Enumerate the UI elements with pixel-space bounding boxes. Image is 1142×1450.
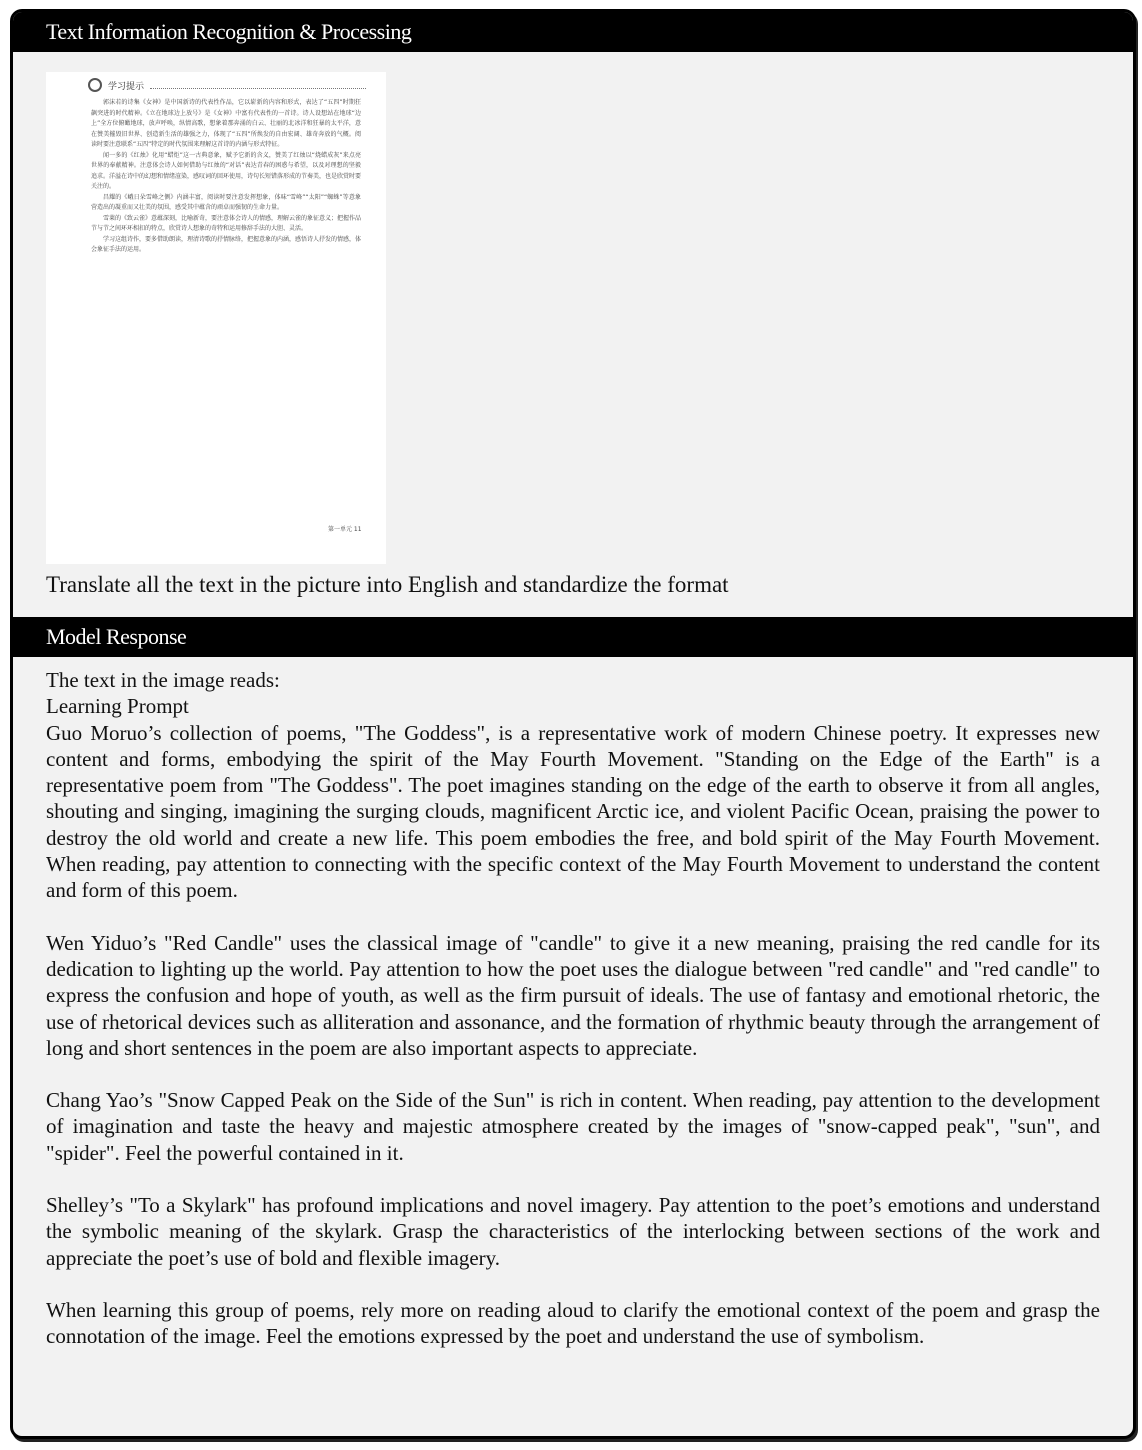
document-image: [46, 72, 386, 564]
user-prompt: Translate all the text in the picture into English and standardize the format: [46, 572, 729, 597]
document-paragraph: 学习这组诗作，要多借助朗读，理清诗歌的抒情脉络，把握意象的内涵，感悟诗人抒发的情感，体会象征手法的运用。: [91, 235, 362, 253]
response-paragraph: Chang Yao’s "Snow Capped Peak on the Side of the Sun" is rich in content. When reading, pay attention to the development of imagination and taste the heavy and majestic atmosphere created by the images of "snow-capped peak", "sun", and "spider". Feel the powerful contained in it.: [46, 1088, 1100, 1165]
response-paragraph: When learning this group of poems, rely more on reading aloud to clarify the emotional context of the poem and grasp the connotation of the image. Feel the emotions expressed by the poet and understand the use of symbolism.: [46, 1297, 1100, 1349]
response-section-title: Model Response: [46, 624, 187, 649]
document-heading: [88, 78, 366, 92]
logo-icon: [88, 78, 102, 92]
response-intro: The text in the image reads:: [46, 668, 280, 692]
response-paragraph: Guo Moruo’s collection of poems, "The Goddess", is a representative work of modern Chinese poetry. It expresses new content and forms, embodying the spirit of the May Fourth Movement. "Standing on the Edge of the Earth" is a representative poem from "The Goddess". The poet imagines standing on the edge of the earth to observe it from all angles, shouting and singing, imagining the surging clouds, magnificent Arctic ice, and violent Pacific Ocean, praising the power to destroy the old world and create a new life. This poem embodies the free, and bold spirit of the May Fourth Movement. When reading, pay attention to connecting with the specific context of the May Fourth Movement to understand the content and form of this poem.: [46, 720, 1100, 903]
input-section-title: Text Information Recognition & Processing: [46, 19, 412, 44]
response-paragraph: Shelley’s "To a Skylark" has profound implications and novel imagery. Pay attention to the poet’s emotions and understand the symbolic meaning of the skylark. Grasp the characteristics of the interlocking between sections of the work and appreciate the poet’s use of bold and flexible imagery.: [46, 1193, 1100, 1270]
input-section-header: [13, 12, 1133, 52]
dotted-rule: [150, 82, 366, 89]
document-paragraph: 闻一多的《红烛》化用“蜡炬”这一古典意象，赋予它新的含义，赞美了红烛以“烧蜡成灰”来点亮世界的奉献精神。注意体会诗人如何借助与红烛的“对话”表达青春的困惑与希望，以及对理想的坚毅追求。洋溢在诗中的幻想和情绪渲染，感叹词的回环使用，诗句长短错落形成的节奏美，也是欣赏时要关注的。: [91, 151, 362, 190]
card: [10, 9, 1136, 1439]
document-paragraph: 雪莱的《致云雀》意蕴深刻，比喻新奇，要注意体会诗人的情感，理解云雀的象征意义；把握作品节与节之间环环相扣的特点，欣赏诗人想象的奇特和运用修辞手法的大胆、灵活。: [91, 214, 362, 232]
input-section: [13, 52, 1133, 617]
response-paragraph: Wen Yiduo’s "Red Candle" uses the classical image of "candle" to give it a new meaning, praising the red candle for its dedication to lighting up the world. Pay attention to how the poet uses the dialogue between "red candle" and "red candle" to express the confusion and hope of youth, as well as the firm pursuit of ideals. The use of fantasy and emotional rhetoric, the use of rhetorical devices such as alliteration and assonance, and the formation of rhythmic beauty through the arrangement of long and short sentences in the poem are also important aspects to appreciate.: [46, 930, 1100, 1060]
document-page-footer: 第一单元 11: [328, 526, 362, 533]
response-heading: Learning Prompt: [46, 694, 189, 719]
response-section: [13, 657, 1133, 1350]
document-paragraph: 郭沫若的诗集《女神》是中国新诗的代表性作品，它以崭新的内容和形式，表达了“五四”时期狂飙突进的时代精神。《立在地球边上放号》是《女神》中富有代表性的一首诗。诗人设想站在地球“边上”全方位俯瞰地球，放声呼唤，纵情高歌，想象着那奔涌的白云、壮丽的北冰洋和狂暴的太平洋，意在赞美摧毁旧世界、创造新生活的雄强之力，体现了“五四”所焕发的自由宏阔、雄奇奔放的气概。阅读时要注意联系“五四”特定的时代氛围来理解这首诗的内涵与形式特征。: [91, 99, 361, 148]
document-body: [91, 98, 361, 256]
document-paragraph: 昌耀的《峨日朵雪峰之侧》内涵丰富，阅读时要注意发挥想象，体味“雪峰”“太阳”“蜘蛛”等意象营造出的凝重而又壮美的氛围，感受其中蕴含的顽卓而强韧的生命力量。: [91, 193, 361, 211]
document-heading-text: 学习提示: [108, 81, 145, 92]
response-section-header: [13, 617, 1133, 657]
